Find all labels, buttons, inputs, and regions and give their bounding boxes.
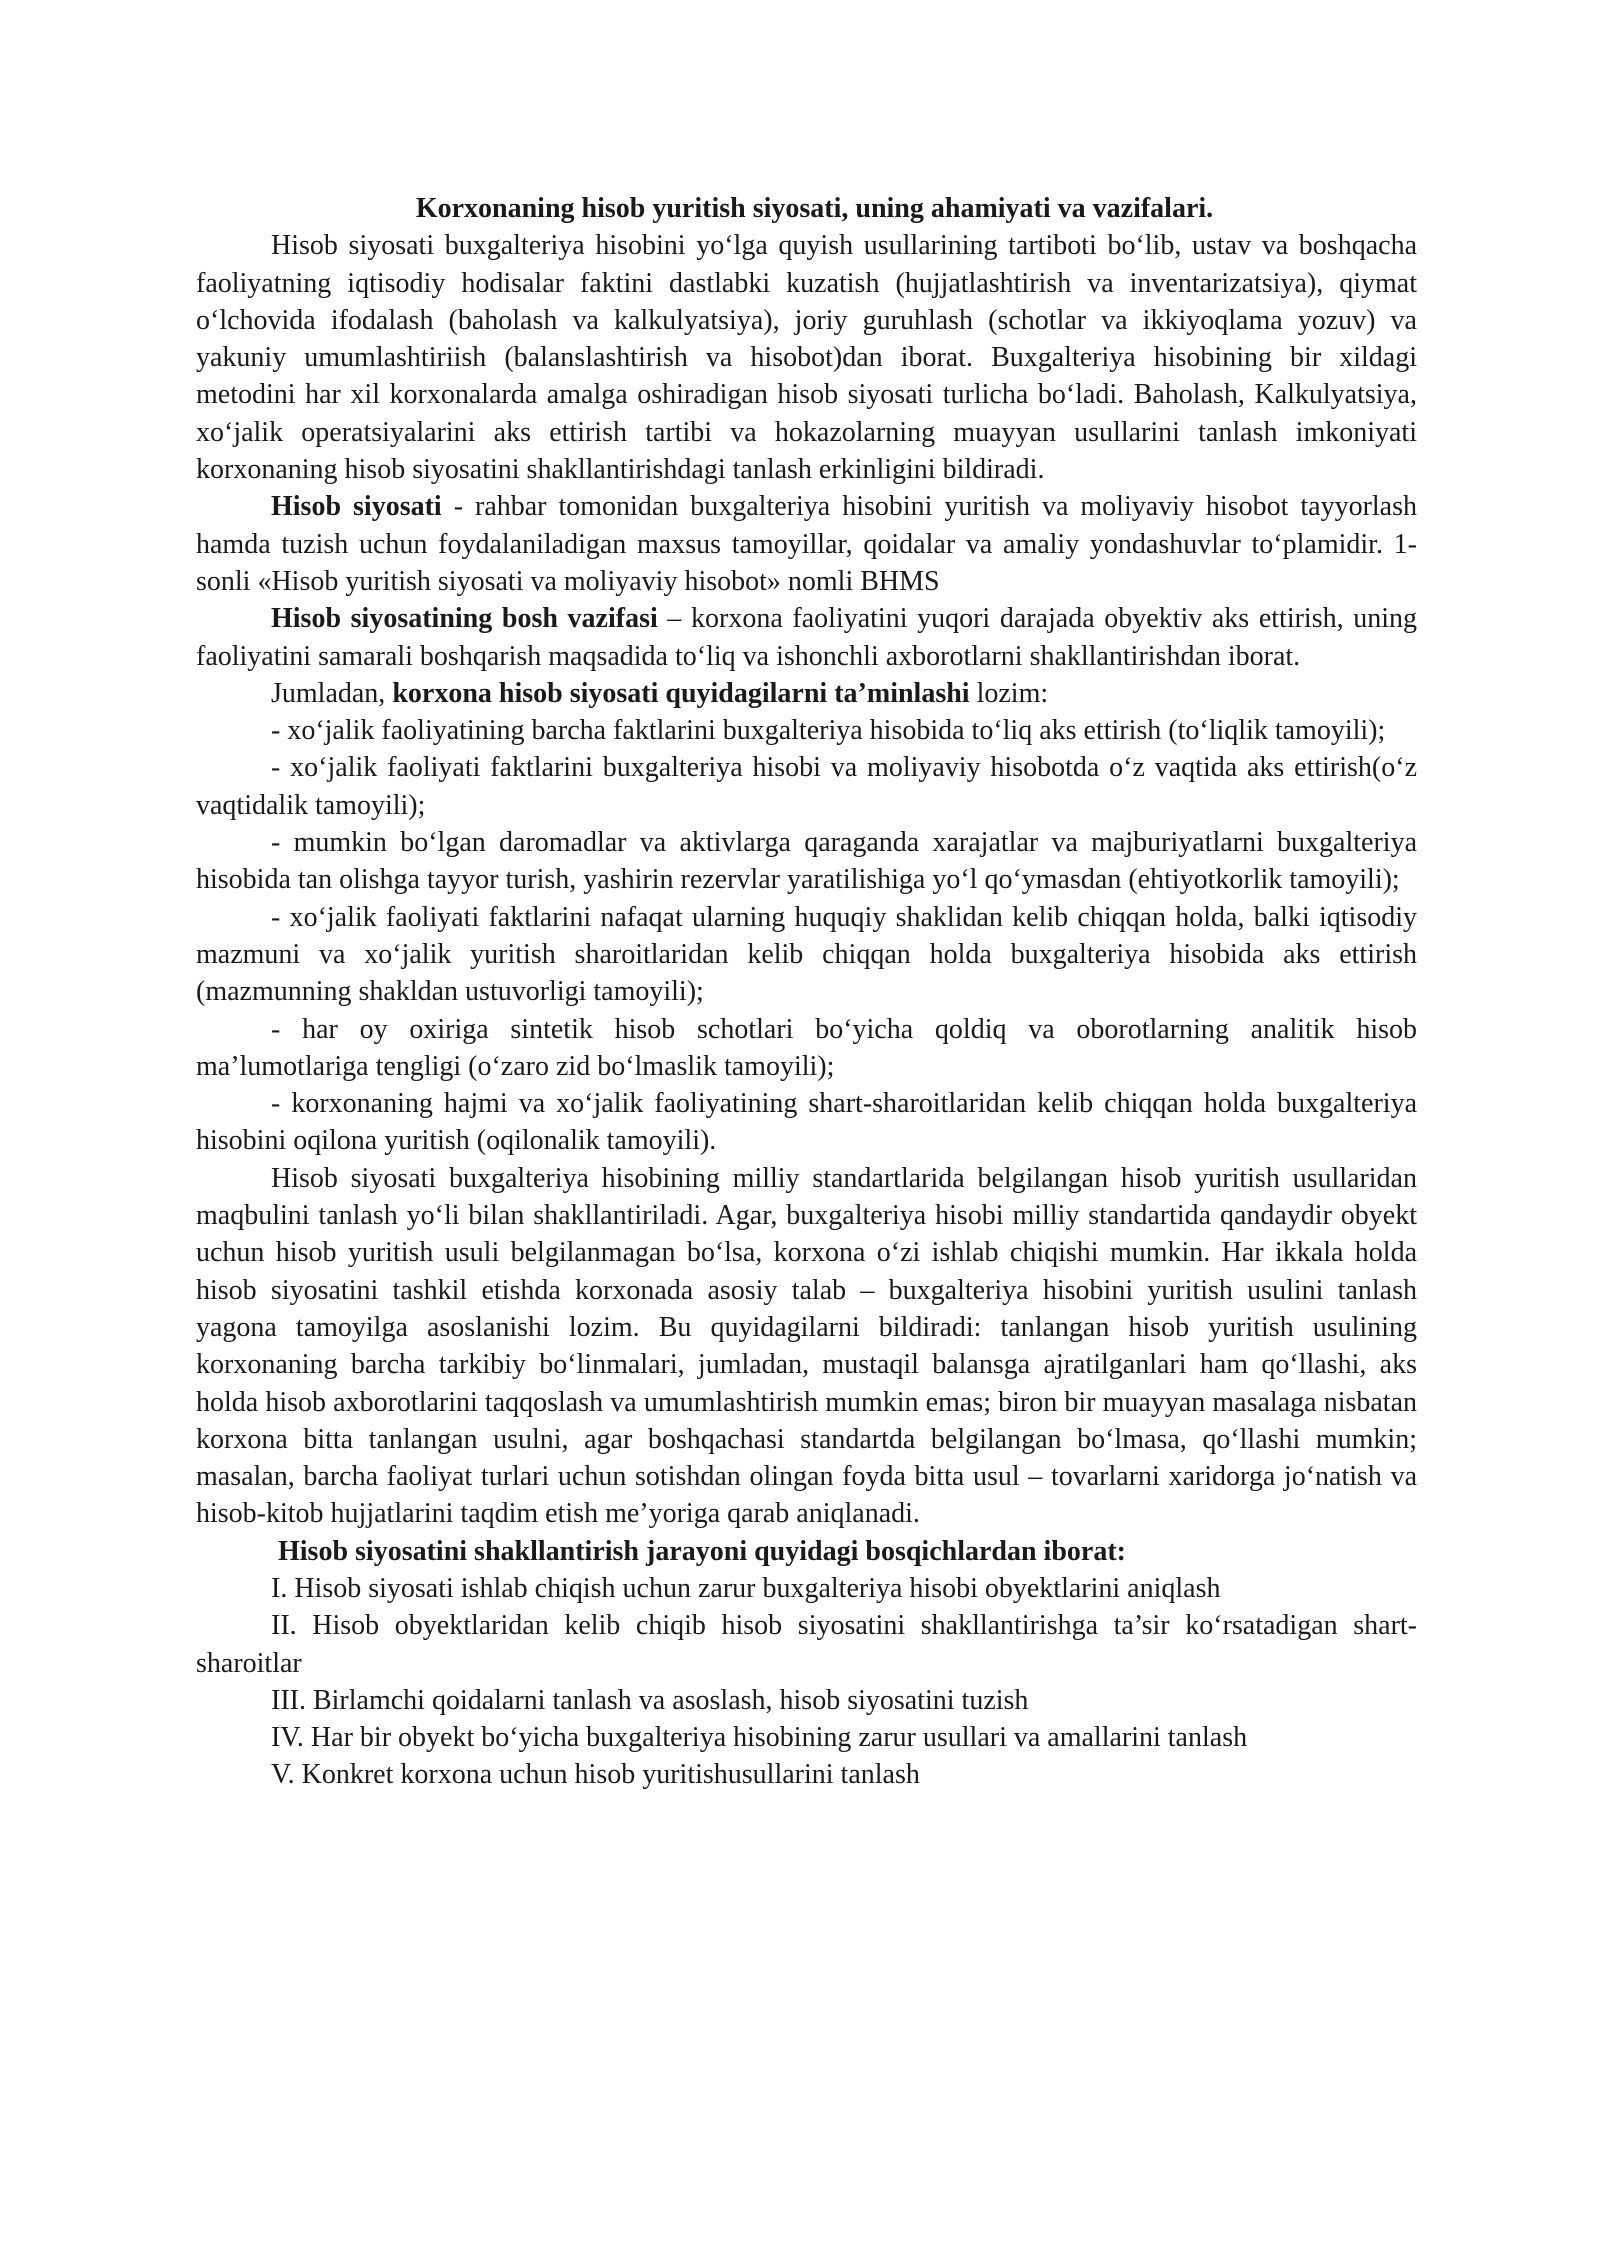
requirements-pre: Jumladan,	[271, 677, 393, 709]
list-item: - xo‘jalik faoliyati faktlarini nafaqat ularning huquqiy shaklidan kelib chiqqan holda, balki iqtisodiy mazmuni va xo‘jalik yuritish sharoitlaridan kelib chiqqan holda buxgalteriya hisobida aks ettirish (mazmunning shakldan ustuvorligi tamoyili);	[196, 901, 1417, 1008]
stage-item: II. Hisob obyektlaridan kelib chiqib hisob siyosatini shakllantirishga ta’sir ko‘rsatadigan shart-sharoitlar	[196, 1610, 1417, 1679]
paragraph-definition	[196, 488, 1417, 600]
main-task-term: Hisob siyosatining bosh vazifasi	[271, 603, 658, 635]
paragraph-intro: Hisob siyosati buxgalteriya hisobini yo‘lga quyish usullarining tartiboti bo‘lib, ustav va boshqacha faoliyatning iqtisodiy hodisalar faktini dastlabki kuzatish (hujjatlashtirish va inventarizatsiya), qiymat o‘lchovida ifodalash (baholash va kalkulyatsiya), joriy guruhlash (schotlar va ikkiyoqlama yozuv) va yakuniy umumlashtiriish (balanslashtirish va hisobot)dan iborat. Buxgalteriya hisobining bir xildagi metodini har xil korxonalarda amalga oshiradigan hisob siyosati turlicha bo‘ladi. Baholash, Kalkulyatsiya, xo‘jalik operatsiyalarini aks ettirish tartibi va hokazolarning muayyan usullarini tanlash imkoniyati korxonaning hisob siyosatini shakllantirishdagi tanlash erkinligini bildiradi.	[196, 230, 1417, 486]
list-item: - har oy oxiriga sintetik hisob schotlari bo‘yicha qoldiq va oborotlarning analitik hisob ma’lumotlariga tengligi (o‘zaro zid bo‘lmaslik tamoyili);	[196, 1013, 1417, 1082]
list-item: - mumkin bo‘lgan daromadlar va aktivlarga qaraganda xarajatlar va majburiyatlarni buxgalteriya hisobida tan olishga tayyor turish, yashirin rezervlar yaratilishiga yo‘l qo‘ymasdan (ehtiyotkorlik tamoyili);	[196, 827, 1417, 896]
definition-text: - rahbar tomonidan buxgalteriya hisobini yuritish va moliyaviy hisobot tayyorlash hamda tuzish uchun foydalaniladigan maxsus tamoyillar, qoidalar va amaliy yondashuvlar to‘plamidir. 1-sonli «Hisob yuritish siyosati va moliyaviy hisobot» nomli BHMS	[196, 491, 1417, 597]
list-item: - korxonaning hajmi va xo‘jalik faoliyatining shart-sharoitlaridan kelib chiqqan holda buxgalteriya hisobini oqilona yuritish (oqilonalik tamoyili).	[196, 1088, 1417, 1157]
list-item: - xo‘jalik faoliyatining barcha faktlarini buxgalteriya hisobida to‘liq aks ettirish (to‘liqlik tamoyili);	[271, 715, 1386, 747]
paragraph-national-standards: Hisob siyosati buxgalteriya hisobining milliy standartlarida belgilangan hisob yuritish usullaridan maqbulini tanlash yo‘li bilan shakllantiriladi. Agar, buxgalteriya hisobi milliy standartida qandaydir obyekt uchun hisob yuritish usuli belgilanmagan bo‘lsa, korxona o‘zi ishlab chiqishi mumkin. Har ikkala holda hisob siyosatini tashkil etishda korxonada asosiy talab – buxgalteriya hisobini yuritish usulini tanlash yagona tamoyilga asoslanishi lozim. Bu quyidagilarni bildiradi: tanlangan hisob yuritish usulining korxonaning barcha tarkibiy bo‘linmalari, jumladan, mustaqil balansga ajratilganlari ham qo‘llashi, aks holda hisob axborotlarini taqqoslash va umumlashtirish mumkin emas; biron bir muayyan masalaga nisbatan korxona bitta tanlangan usulni, agar boshqachasi standartda belgilangan bo‘lmasa, qo‘llashi mumkin; masalan, barcha faoliyat turlari uchun sotishdan olingan foyda bitta usul – tovarlarni xaridorga jo‘natish va hisob-kitob hujjatlarini taqdim etish me’yoriga qarab aniqlanadi.	[196, 1162, 1417, 1530]
requirements-post: lozim:	[969, 677, 1049, 709]
section-subheading: Hisob siyosatini shakllantirish jarayoni quyidagi bosqichlardan iborat:	[278, 1535, 1126, 1567]
stage-item: III. Birlamchi qoidalarni tanlash va asoslash, hisob siyosatini tuzish	[271, 1684, 1029, 1716]
stage-item: I. Hisob siyosati ishlab chiqish uchun zarur buxgalteriya hisobi obyektlarini aniqlash	[271, 1572, 1221, 1604]
main-task-text: – korxona faoliyatini yuqori darajada obyektiv aks ettirish, uning faoliyatini samarali boshqarish maqsadida to‘liq va ishonchli axborotlarni shakllantirishdan iborat.	[196, 603, 1418, 672]
paragraph-requirements-intro	[196, 675, 1417, 712]
stage-item: V. Konkret korxona uchun hisob yuritishusullarini tanlash	[271, 1759, 920, 1791]
paragraph-main-task	[196, 600, 1417, 675]
stage-item: IV. Har bir obyekt bo‘yicha buxgalteriya hisobining zarur usullari va amallarini tanlash	[271, 1722, 1248, 1754]
document-title: Korxonaning hisob yuritish siyosati, uning ahamiyati va vazifalari.	[415, 193, 1214, 224]
definition-term: Hisob siyosati	[271, 491, 442, 523]
requirements-term: korxona hisob siyosati quyidagilarni ta’minlashi	[392, 677, 970, 709]
list-item: - xo‘jalik faoliyati faktlarini buxgalteriya hisobi va moliyaviy hisobotda o‘z vaqtida aks ettirish(o‘z vaqtidalik tamoyili);	[196, 752, 1417, 821]
